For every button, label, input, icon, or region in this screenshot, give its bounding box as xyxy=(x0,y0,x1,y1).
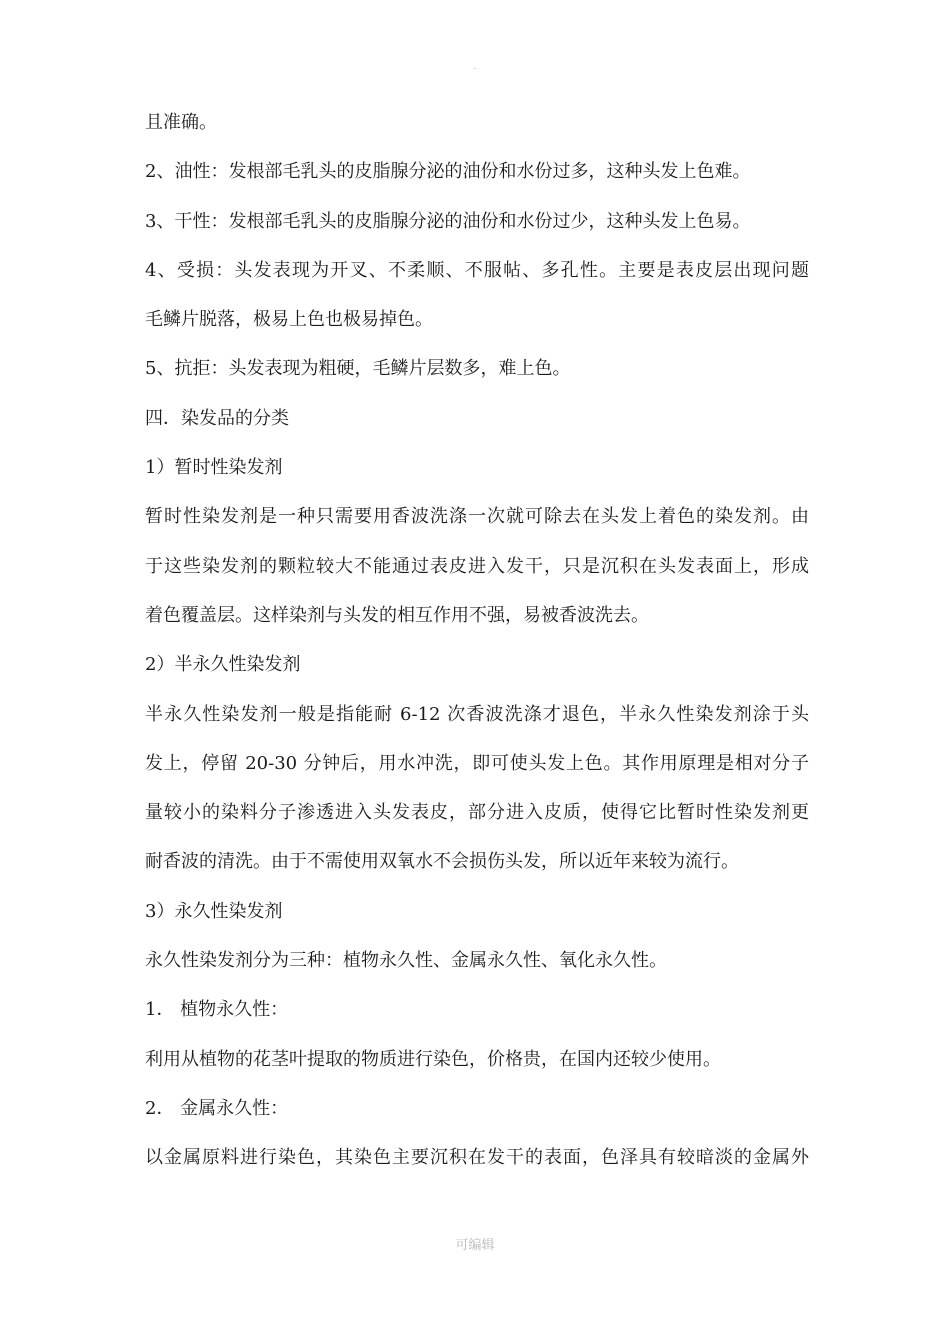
text-line: 以金属原料进行染色，其染色主要沉积在发干的表面，色泽具有较暗淡的金属外 xyxy=(145,1147,809,1169)
text-line: 5、抗拒：头发表现为粗硬，毛鳞片层数多，难上色。 xyxy=(145,358,571,380)
text-line: 永久性染发剂分为三种：植物永久性、金属永久性、氧化永久性。 xyxy=(145,950,667,972)
page-footer-label: 可编辑 xyxy=(455,1238,495,1253)
subsection-heading: 2）半永久性染发剂 xyxy=(145,654,301,676)
text-line: 2、油性：发根部毛乳头的皮脂腺分泌的油份和水份过多，这种头发上色难。 xyxy=(145,161,751,183)
text-line: 且准确。 xyxy=(145,112,217,133)
list-item-heading: 2． 金属永久性： xyxy=(145,1097,289,1119)
subsection-heading: 1）暂时性染发剂 xyxy=(145,457,283,479)
text-line: 量较小的染料分子渗透进入头发表皮，部分进入皮质，使得它比暂时性染发剂更 xyxy=(145,802,809,824)
document-body xyxy=(145,103,809,1188)
page-top-mark: . xyxy=(473,62,477,72)
subsection-heading: 3）永久性染发剂 xyxy=(145,900,283,922)
text-line: 毛鳞片脱落，极易上色也极易掉色。 xyxy=(145,309,433,331)
text-line: 4、受损：头发表现为开叉、不柔顺、不服帖、多孔性。主要是表皮层出现问题 xyxy=(145,259,809,281)
text-line: 暂时性染发剂是一种只需要用香波洗涤一次就可除去在头发上着色的染发剂。由 xyxy=(145,506,809,528)
text-line: 利用从植物的花茎叶提取的物质进行染色，价格贵，在国内还较少使用。 xyxy=(145,1048,721,1070)
section-heading: 四．染发品的分类 xyxy=(145,407,289,429)
text-line: 着色覆盖层。这样染剂与头发的相互作用不强，易被香波洗去。 xyxy=(145,604,649,626)
text-line: 半永久性染发剂一般是指能耐 6-12 次香波洗涤才退色，半永久性染发剂涂于头 xyxy=(145,703,809,725)
text-line: 发上，停留 20-30 分钟后，用水冲洗，即可使头发上色。其作用原理是相对分子 xyxy=(145,752,809,774)
list-item-heading: 1． 植物永久性： xyxy=(145,999,289,1021)
text-line: 耐香波的清洗。由于不需使用双氧水不会损伤头发，所以近年来较为流行。 xyxy=(145,851,739,873)
text-line: 于这些染发剂的颗粒较大不能通过表皮进入发干，只是沉积在头发表面上，形成 xyxy=(145,555,809,577)
text-line: 3、干性：发根部毛乳头的皮脂腺分泌的油份和水份过少，这种头发上色易。 xyxy=(145,210,751,232)
